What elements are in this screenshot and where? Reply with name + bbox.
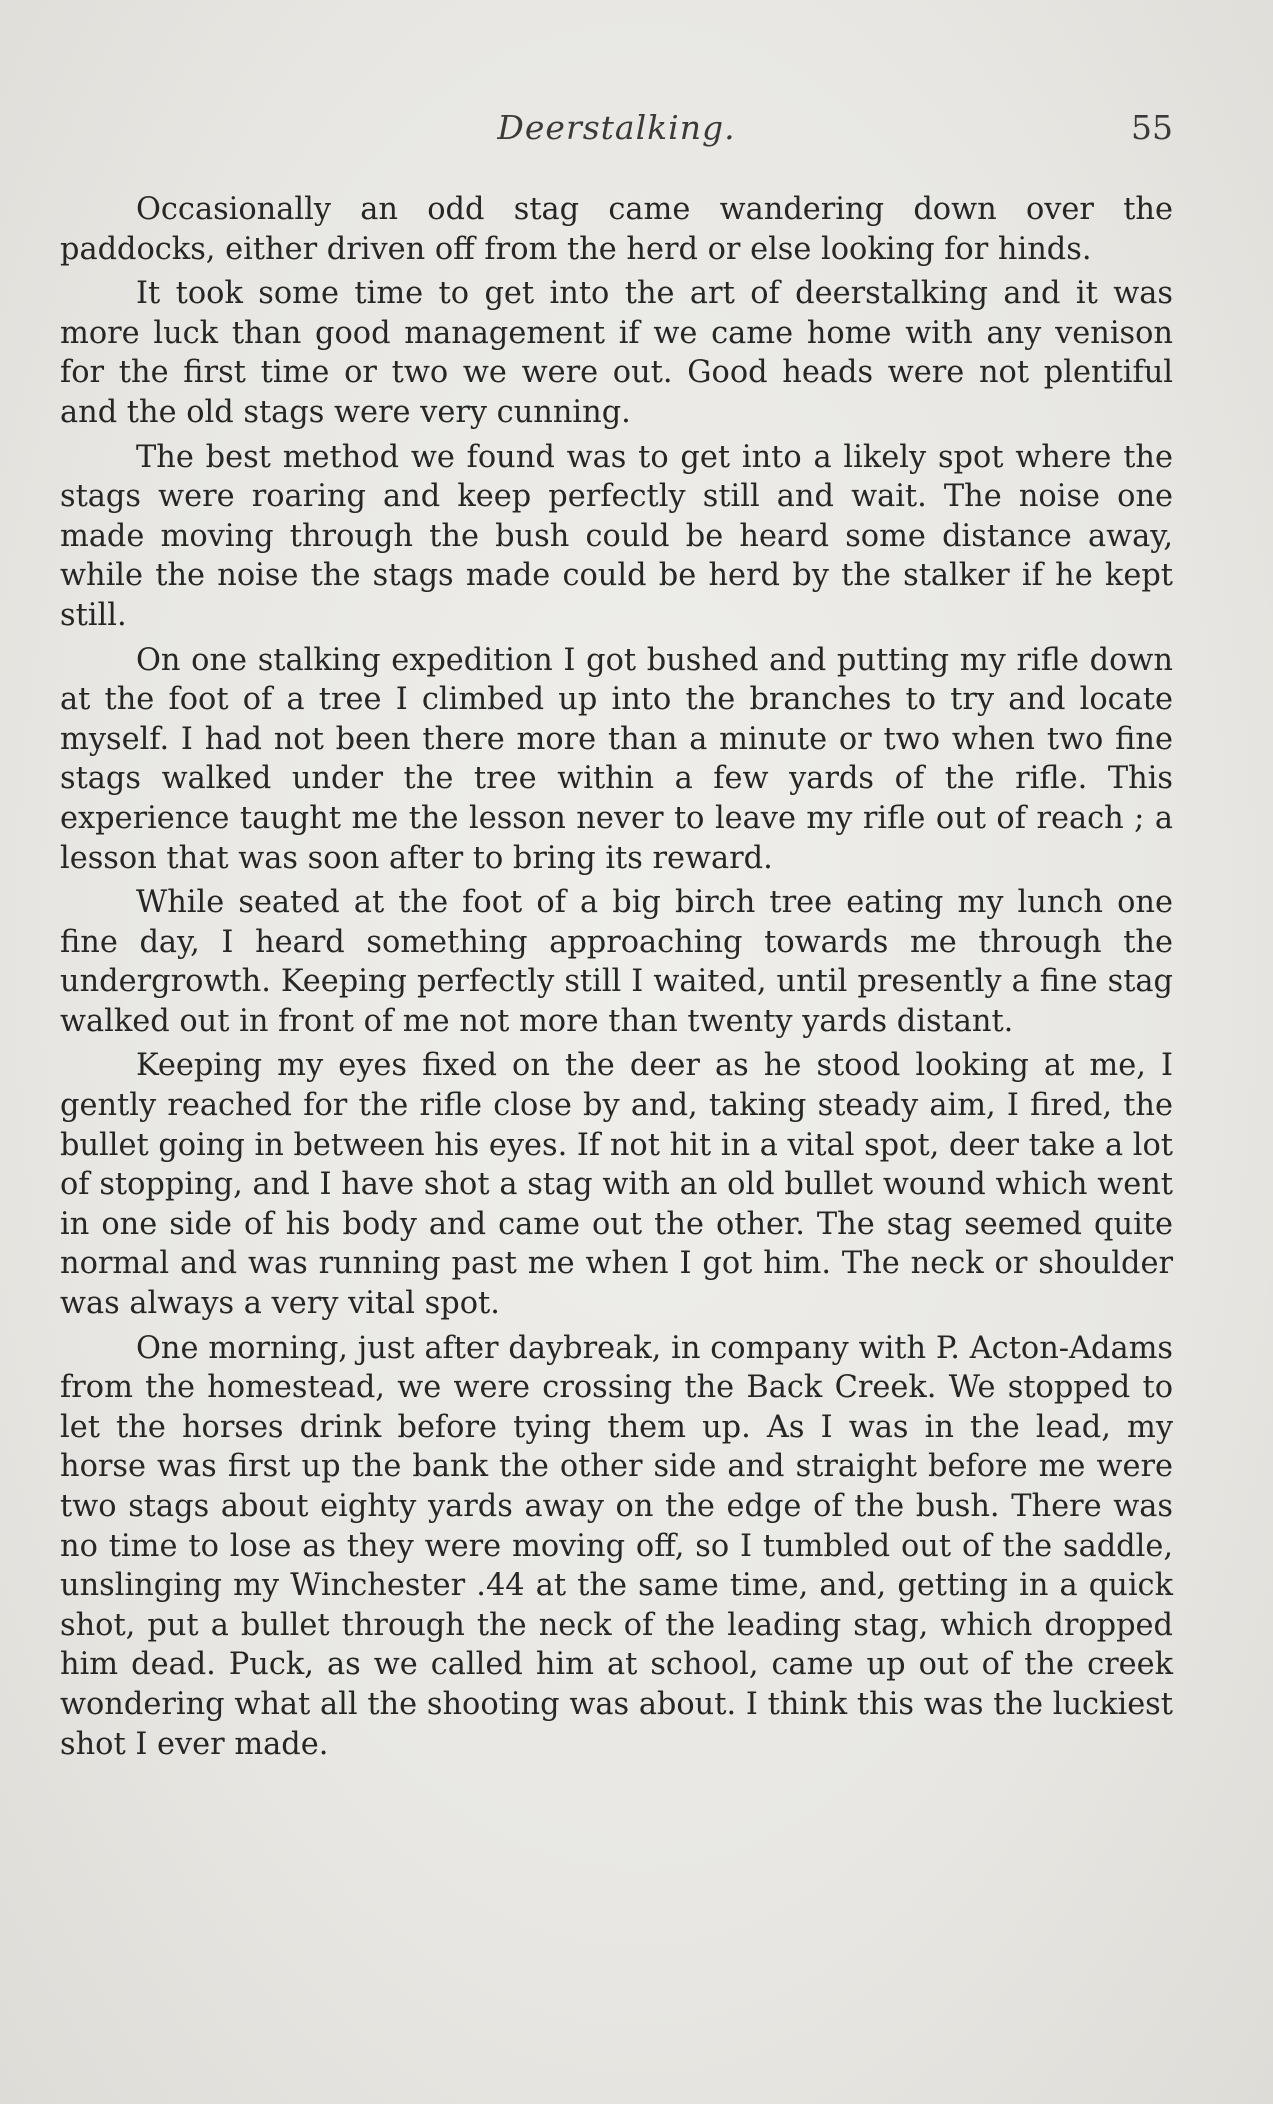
paragraph: On one stalking expedition I got bushed and putting my rifle down at the foot of a tree I climbed up into the branches to try and locate myself. I had not been there more than a minute or two when two fine stags walked under the tree within a few yards of the rifle. This experience taught me the lesson never to leave my rifle out of reach ; a lesson that was soon after to bring its reward. <box>60 642 1173 876</box>
paragraph: While seated at the foot of a big birch tree eating my lunch one fine day, I heard something approaching towards me through the undergrowth. Keeping perfectly still I waited, until presently a fine stag walked out in front of me not more than twenty yards distant. <box>60 885 1173 1039</box>
paragraph: One morning, just after daybreak, in company with P. Acton-Adams from the homestead, we were crossing the Back Creek. We stopped to let the horses drink before tying them up. As I was in the lead, my horse was first up the bank the other side and straight before me were two stags about eighty yards away on the edge of the bush. There was no time to lose as they were moving off, so I tumbled out of the saddle, unslinging my Winchester .44 at the same time, and, getting in a quick shot, put a bullet through the neck of the leading stag, which dropped him dead. Puck, as we called him at school, came up out of the creek wondering what all the shooting was about. I think this was the luckiest shot I ever made. <box>60 1330 1173 1762</box>
page-header <box>60 108 1173 158</box>
paragraph: Occasionally an odd stag came wandering down over the paddocks, either driven off from the herd or else looking for hinds. <box>60 192 1173 267</box>
paragraph: The best method we found was to get into a likely spot where the stags were roaring and keep perfectly still and wait. The noise one made moving through the bush could be heard some distance away, while the noise the stags made could be herd by the stalker if he kept still. <box>60 439 1173 633</box>
running-title: Deerstalking. <box>497 108 736 147</box>
paragraph: It took some time to get into the art of deerstalking and it was more luck than good management if we came home with any venison for the first time or two we were out. Good heads were not plentiful and the old stags were very cunning. <box>60 276 1173 430</box>
body-text <box>60 190 1173 1769</box>
paragraph: Keeping my eyes fixed on the deer as he stood looking at me, I gently reached for the rifle close by and, taking steady aim, I fired, the bullet going in between his eyes. If not hit in a vital spot, deer take a lot of stopping, and I have shot a stag with an old bullet wound which went in one side of his body and came out the other. The stag seemed quite normal and was running past me when I got him. The neck or shoulder was always a very vital spot. <box>60 1048 1173 1322</box>
page-number: 55 <box>1131 108 1173 147</box>
